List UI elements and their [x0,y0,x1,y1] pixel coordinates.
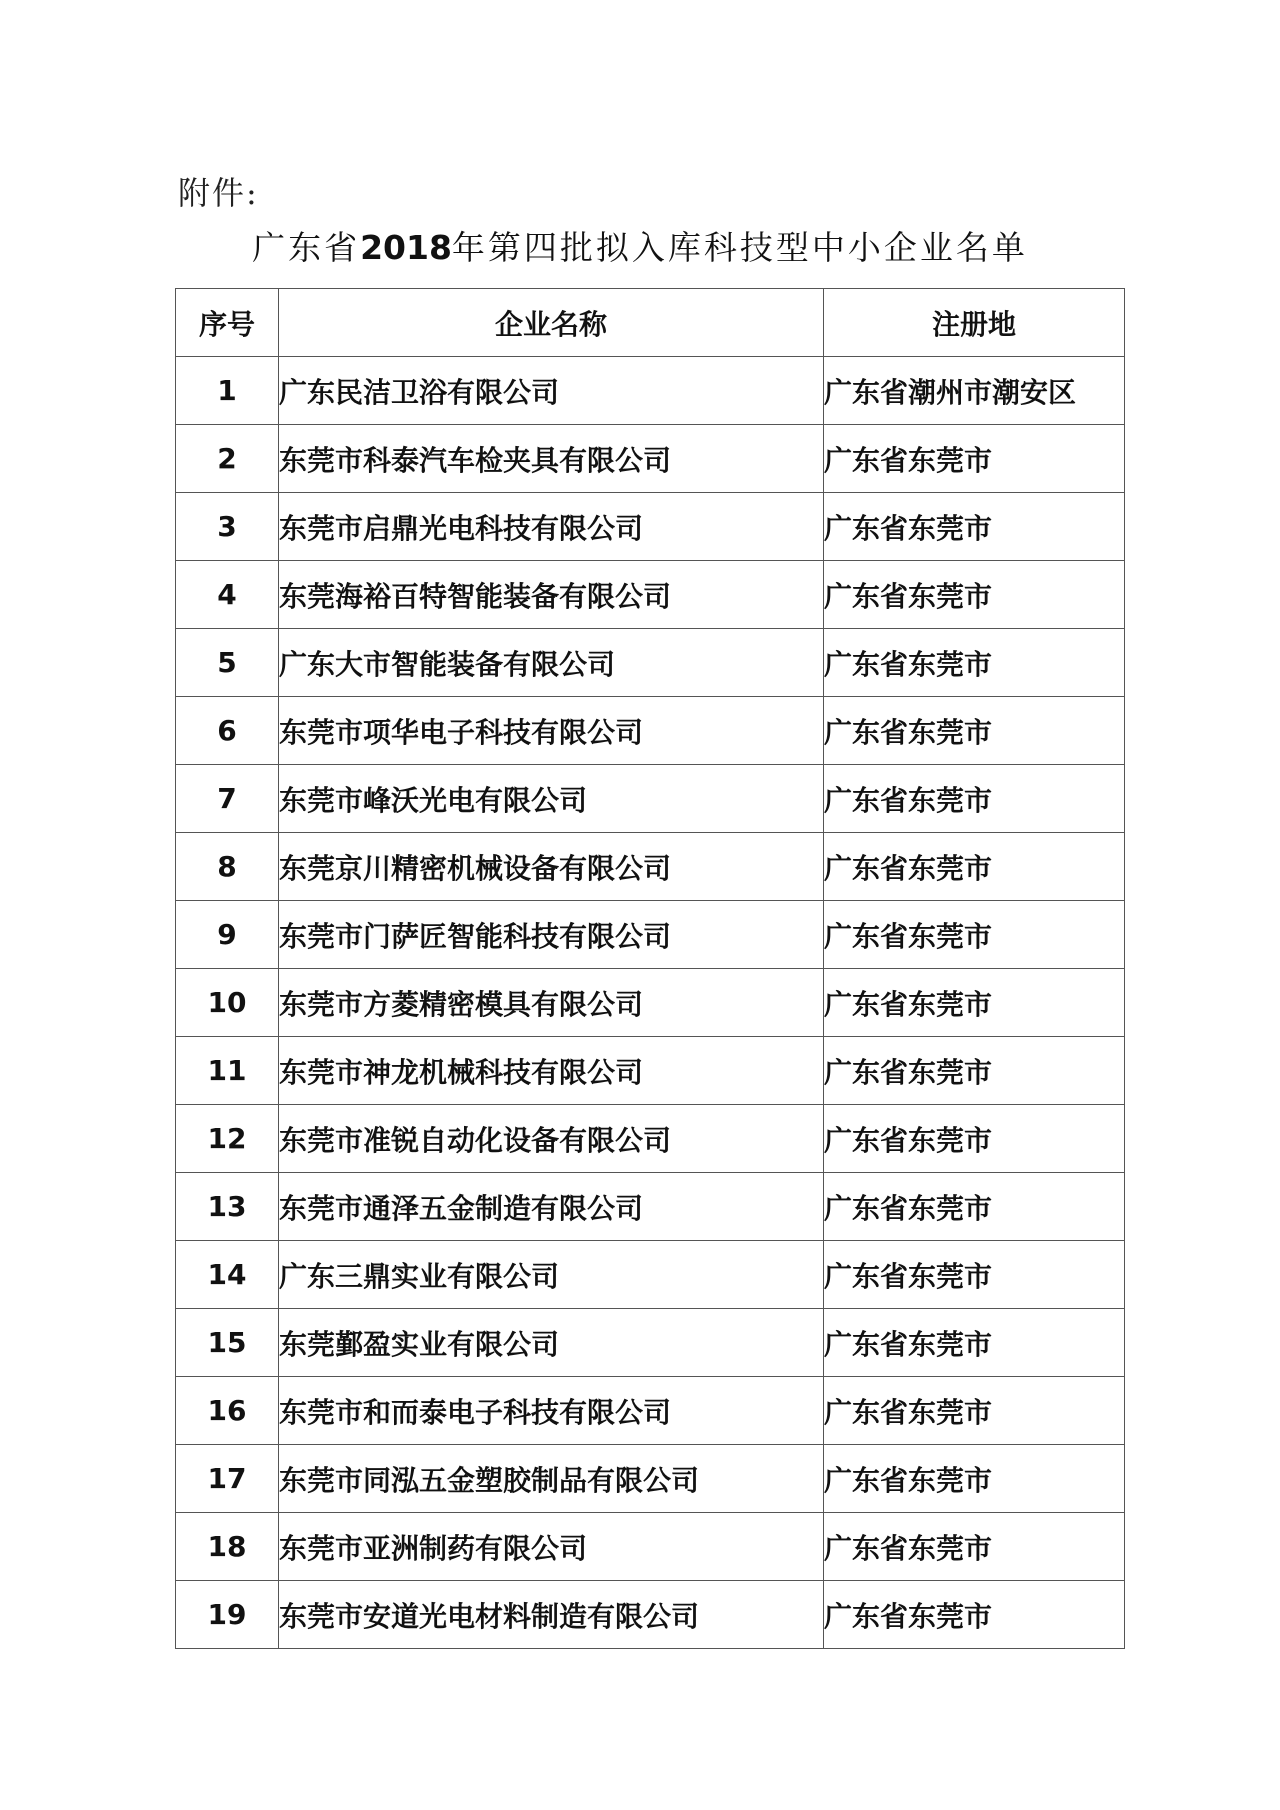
table-row [176,493,1125,561]
table-row [176,901,1125,969]
cell-registered-place: 广东省东莞市 [824,765,1125,833]
table-header-row [176,289,1125,357]
table-row [176,1241,1125,1309]
cell-registered-place: 广东省潮州市潮安区 [824,357,1125,425]
cell-registered-place: 广东省东莞市 [824,1037,1125,1105]
header-seq: 序号 [176,289,279,357]
cell-company-name: 东莞市通泽五金制造有限公司 [279,1173,824,1241]
cell-company-name: 东莞市亚洲制药有限公司 [279,1513,824,1581]
cell-company-name: 广东三鼎实业有限公司 [279,1241,824,1309]
cell-registered-place: 广东省东莞市 [824,1173,1125,1241]
cell-seq: 14 [176,1241,279,1309]
cell-company-name: 东莞市科泰汽车检夹具有限公司 [279,425,824,493]
cell-company-name: 东莞市门萨匠智能科技有限公司 [279,901,824,969]
cell-company-name: 东莞市准锐自动化设备有限公司 [279,1105,824,1173]
cell-seq: 2 [176,425,279,493]
cell-registered-place: 广东省东莞市 [824,697,1125,765]
table-row [176,1173,1125,1241]
cell-seq: 4 [176,561,279,629]
cell-registered-place: 广东省东莞市 [824,1377,1125,1445]
company-list-table [175,288,1125,1649]
cell-company-name: 东莞海裕百特智能装备有限公司 [279,561,824,629]
cell-registered-place: 广东省东莞市 [824,969,1125,1037]
table-row [176,833,1125,901]
header-company-name: 企业名称 [279,289,824,357]
cell-seq: 6 [176,697,279,765]
title-prefix: 广东省 [252,228,361,267]
cell-seq: 16 [176,1377,279,1445]
cell-registered-place: 广东省东莞市 [824,1513,1125,1581]
cell-company-name: 东莞鄞盈实业有限公司 [279,1309,824,1377]
table-body [176,357,1125,1649]
cell-registered-place: 广东省东莞市 [824,1105,1125,1173]
table-row [176,1309,1125,1377]
table-row [176,1377,1125,1445]
table-row [176,357,1125,425]
cell-company-name: 东莞市峰沃光电有限公司 [279,765,824,833]
cell-company-name: 东莞市安道光电材料制造有限公司 [279,1581,824,1649]
document-title [0,222,1280,269]
table-row [176,1445,1125,1513]
cell-company-name: 广东民洁卫浴有限公司 [279,357,824,425]
cell-registered-place: 广东省东莞市 [824,833,1125,901]
cell-registered-place: 广东省东莞市 [824,425,1125,493]
cell-registered-place: 广东省东莞市 [824,561,1125,629]
cell-seq: 13 [176,1173,279,1241]
cell-registered-place: 广东省东莞市 [824,1309,1125,1377]
cell-registered-place: 广东省东莞市 [824,1581,1125,1649]
table-row [176,561,1125,629]
cell-company-name: 东莞市和而泰电子科技有限公司 [279,1377,824,1445]
table-row [176,765,1125,833]
cell-seq: 1 [176,357,279,425]
cell-company-name: 广东大市智能装备有限公司 [279,629,824,697]
cell-seq: 12 [176,1105,279,1173]
cell-company-name: 东莞市项华电子科技有限公司 [279,697,824,765]
table-row [176,629,1125,697]
cell-registered-place: 广东省东莞市 [824,901,1125,969]
table-row [176,1581,1125,1649]
cell-company-name: 东莞京川精密机械设备有限公司 [279,833,824,901]
table-row [176,1513,1125,1581]
cell-seq: 18 [176,1513,279,1581]
cell-seq: 5 [176,629,279,697]
cell-seq: 8 [176,833,279,901]
title-suffix: 年第四批拟入库科技型中小企业名单 [451,228,1028,267]
cell-seq: 7 [176,765,279,833]
cell-seq: 11 [176,1037,279,1105]
cell-seq: 19 [176,1581,279,1649]
table-row [176,425,1125,493]
cell-seq: 17 [176,1445,279,1513]
cell-registered-place: 广东省东莞市 [824,1445,1125,1513]
cell-company-name: 东莞市神龙机械科技有限公司 [279,1037,824,1105]
cell-seq: 10 [176,969,279,1037]
cell-registered-place: 广东省东莞市 [824,1241,1125,1309]
attachment-label: 附件: [178,174,259,212]
table-row [176,969,1125,1037]
cell-company-name: 东莞市启鼎光电科技有限公司 [279,493,824,561]
cell-seq: 3 [176,493,279,561]
cell-seq: 9 [176,901,279,969]
table-row [176,697,1125,765]
header-registered-place: 注册地 [824,289,1125,357]
table-row [176,1037,1125,1105]
cell-registered-place: 广东省东莞市 [824,629,1125,697]
cell-company-name: 东莞市同泓五金塑胶制品有限公司 [279,1445,824,1513]
cell-seq: 15 [176,1309,279,1377]
cell-registered-place: 广东省东莞市 [824,493,1125,561]
table-row [176,1105,1125,1173]
title-year: 2018 [360,228,452,267]
cell-company-name: 东莞市方菱精密模具有限公司 [279,969,824,1037]
